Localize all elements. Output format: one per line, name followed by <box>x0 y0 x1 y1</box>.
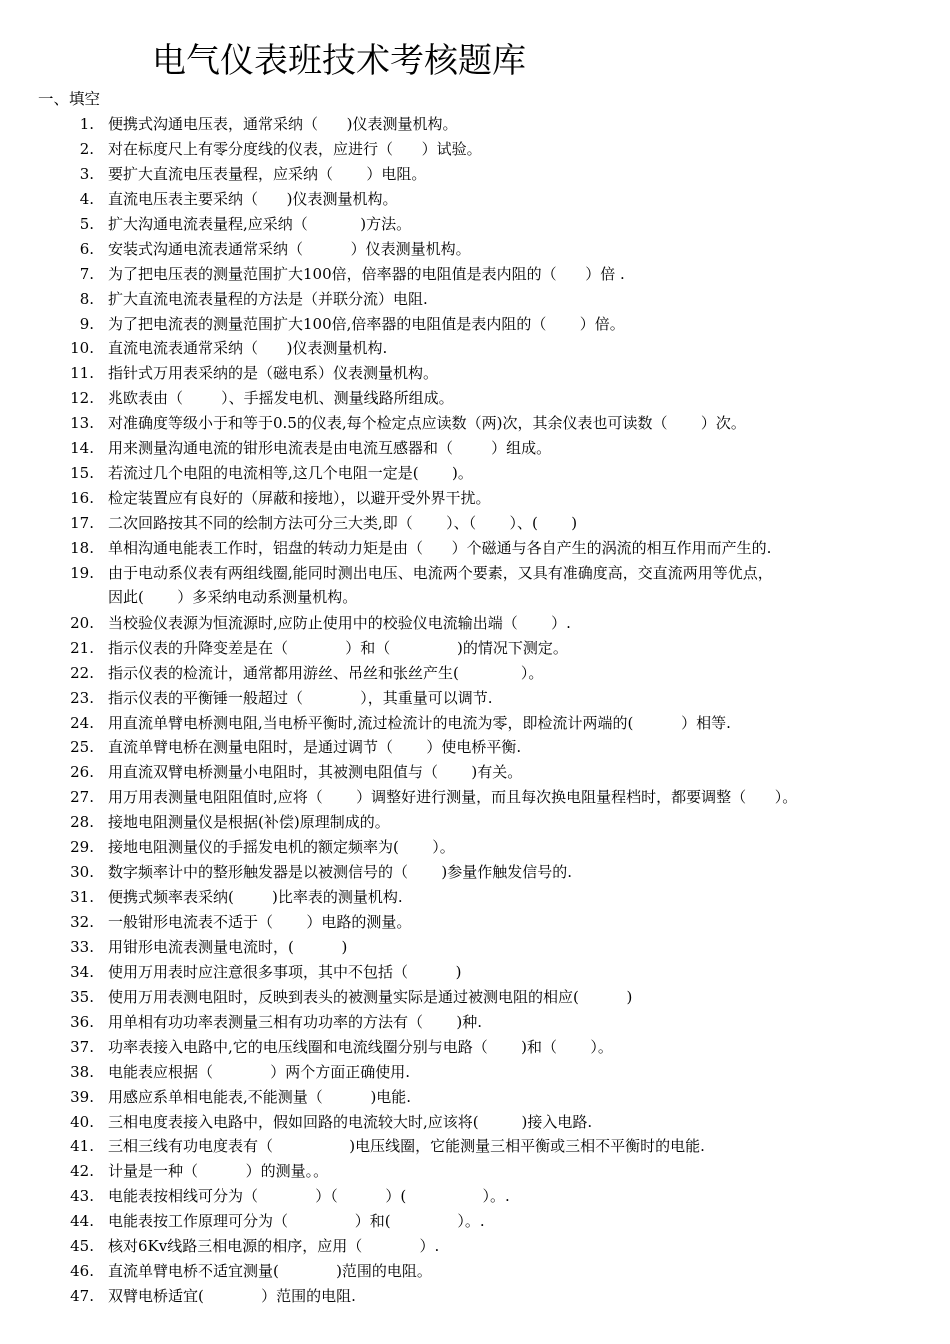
question-item <box>0 1209 950 1234</box>
question-number: 13. <box>70 414 94 433</box>
question-item <box>0 1134 950 1159</box>
question-text <box>108 536 914 560</box>
question-item <box>0 336 950 361</box>
question-text-line: 数字频率计中的整形触发器是以被测信号的（ )参量作触发信号的. <box>108 863 572 882</box>
question-text-line: 指针式万用表采纳的是（磁电系）仪表测量机构。 <box>108 364 439 383</box>
question-text <box>108 486 914 510</box>
question-text-line: 功率表接入电路中,它的电压线圈和电流线圈分别与电路（ )和（ ）。 <box>108 1037 613 1056</box>
question-text <box>108 212 914 236</box>
question-item <box>0 860 950 885</box>
question-item <box>0 611 950 636</box>
question-number: 31. <box>70 888 94 907</box>
question-item <box>0 686 950 711</box>
question-text <box>108 1035 914 1059</box>
question-text-line: 扩大沟通电流表量程,应采纳（ )方法。 <box>108 214 412 233</box>
question-text-line: 电能表应根据（ ）两个方面正确使用. <box>108 1062 410 1081</box>
question-number: 28. <box>70 813 94 832</box>
question-text-line: 计量是一种（ ）的测量。。 <box>108 1162 329 1181</box>
question-text <box>108 960 914 984</box>
question-text-line: 直流电流表通常采纳（ )仪表测量机构. <box>108 339 388 358</box>
question-item <box>0 835 950 860</box>
question-number: 45. <box>70 1237 94 1256</box>
question-number: 3. <box>79 164 94 183</box>
question-number: 40. <box>70 1112 94 1131</box>
question-number: 5. <box>79 214 94 233</box>
question-text-line: 检定装置应有良好的（屏蔽和接地），以避开受外界干扰。 <box>108 489 491 508</box>
question-text-line: 双臂电桥适宜( ）范围的电阻. <box>108 1287 356 1306</box>
question-text <box>108 112 914 136</box>
question-text-line: 用来测量沟通电流的钳形电流表是由电流互感器和（ ）组成。 <box>108 439 552 458</box>
question-text-line: 便携式频率表采纳( )比率表的测量机构. <box>108 888 403 907</box>
question-text <box>108 1184 914 1208</box>
question-text <box>108 436 914 460</box>
question-number: 30. <box>70 863 94 882</box>
question-item <box>0 1259 950 1284</box>
question-item <box>0 312 950 337</box>
question-text <box>108 336 914 360</box>
question-number: 25. <box>70 738 94 757</box>
question-text-line: 核对6Kv线路三相电源的相序，应用（ ）. <box>108 1237 440 1256</box>
question-text-line: 三相电度表接入电路中，假如回路的电流较大时,应该将( )接入电路. <box>108 1112 593 1131</box>
question-number: 10. <box>70 339 94 358</box>
question-text-line: 用直流双臂电桥测量小电阻时，其被测电阻值与（ )有关。 <box>108 763 523 782</box>
question-item <box>0 885 950 910</box>
question-number: 23. <box>70 688 94 707</box>
question-text-line: 对准确度等级小于和等于0.5的仪表,每个检定点应读数（两)次，其余仪表也可读数（ ）次。 <box>108 414 746 433</box>
question-item <box>0 636 950 661</box>
question-text <box>108 835 914 859</box>
question-text-line: 扩大直流电流表量程的方法是（并联分流）电阻. <box>108 289 428 308</box>
question-number: 33. <box>70 937 94 956</box>
question-text <box>108 411 914 435</box>
question-number: 34. <box>70 962 94 981</box>
question-text-line: 指示仪表的检流计，通常都用游丝、吊丝和张丝产生( ）。 <box>108 663 544 682</box>
question-text-line: 用单相有功功率表测量三相有功功率的方法有（ )种. <box>108 1012 482 1031</box>
question-number: 4. <box>79 189 94 208</box>
question-text <box>108 985 914 1009</box>
question-text <box>108 312 914 336</box>
question-text <box>108 1234 914 1258</box>
question-number: 14. <box>70 439 94 458</box>
question-item <box>0 1184 950 1209</box>
question-item <box>0 960 950 985</box>
question-text <box>108 735 914 759</box>
question-text-line: 用万用表测量电阻阻值时,应将（ ）调整好进行测量，而且每次换电阻量程档时，都要调整（ ）。 <box>108 788 798 807</box>
question-item <box>0 1110 950 1135</box>
question-text-line: 接地电阻测量仪是根据(补偿)原理制成的。 <box>108 813 390 832</box>
question-text <box>108 1134 914 1158</box>
question-item <box>0 511 950 536</box>
question-text <box>108 885 914 909</box>
question-text <box>108 1060 914 1084</box>
question-number: 21. <box>70 638 94 657</box>
question-text-line: 用感应系单相电能表,不能测量（ )电能. <box>108 1087 412 1106</box>
question-text <box>108 785 914 809</box>
question-text <box>108 237 914 261</box>
question-number: 47. <box>70 1287 94 1306</box>
question-item <box>0 187 950 212</box>
question-text-line: 直流单臂电桥不适宜测量( )范围的电阻。 <box>108 1262 432 1281</box>
question-text <box>108 686 914 710</box>
question-item <box>0 1060 950 1085</box>
question-item <box>0 910 950 935</box>
question-number: 20. <box>70 613 94 632</box>
question-number: 8. <box>79 289 94 308</box>
question-item <box>0 162 950 187</box>
question-item <box>0 1159 950 1184</box>
question-text-line: 为了把电流表的测量范围扩大100倍,倍率器的电阻值是表内阻的（ ）倍。 <box>108 314 625 333</box>
question-number: 9. <box>79 314 94 333</box>
question-number: 42. <box>70 1162 94 1181</box>
question-number: 43. <box>70 1187 94 1206</box>
question-text <box>108 461 914 485</box>
question-text <box>108 1010 914 1034</box>
question-item <box>0 237 950 262</box>
question-number: 19. <box>70 563 94 582</box>
question-text-line: 指示仪表的升降变差是在（ ）和（ )的情况下测定。 <box>108 638 568 657</box>
question-item <box>0 661 950 686</box>
question-text-line: 三相三线有功电度表有（ )电压线圈，它能测量三相平衡或三相不平衡时的电能. <box>108 1137 705 1156</box>
question-item <box>0 810 950 835</box>
question-item <box>0 735 950 760</box>
question-item <box>0 137 950 162</box>
question-item <box>0 1035 950 1060</box>
question-text <box>108 287 914 311</box>
question-item <box>0 262 950 287</box>
question-text-line: 电能表按工作原理可分为（ ）和( ）。. <box>108 1212 485 1231</box>
question-text-line: 单相沟通电能表工作时，铝盘的转动力矩是由（ ）个磁通与各自产生的涡流的相互作用而产生的. <box>108 538 772 557</box>
question-item <box>0 486 950 511</box>
question-number: 36. <box>70 1012 94 1031</box>
question-text-line: 接地电阻测量仪的手摇发电机的额定频率为( ）。 <box>108 838 455 857</box>
question-text <box>108 910 914 934</box>
question-text <box>108 1159 914 1183</box>
question-number: 18. <box>70 538 94 557</box>
question-text <box>108 935 914 959</box>
question-number: 46. <box>70 1262 94 1281</box>
question-text-line: 一般钳形电流表不适于（ ）电路的测量。 <box>108 913 412 932</box>
question-list <box>0 112 950 1309</box>
question-item <box>0 536 950 561</box>
question-text-line: 兆欧表由（ ）、手摇发电机、测量线路所组成。 <box>108 389 454 408</box>
question-text <box>108 1085 914 1109</box>
question-item <box>0 361 950 386</box>
question-text-line: 直流单臂电桥在测量电阻时，是通过调节（ ）使电桥平衡. <box>108 738 522 757</box>
question-text-line: 指示仪表的平衡锤一般超过（ ），其重量可以调节. <box>108 688 493 707</box>
question-text <box>108 361 914 385</box>
question-number: 1. <box>79 115 94 133</box>
question-item <box>0 411 950 436</box>
question-text-continuation: 因此( ）多采纳电动系测量机构。 <box>108 587 358 606</box>
question-text <box>108 1209 914 1233</box>
question-item <box>0 1085 950 1110</box>
question-text <box>108 711 914 735</box>
question-text <box>108 860 914 884</box>
document-title: 电气仪表班技术考核题库 <box>152 41 526 81</box>
question-text-line: 对在标度尺上有零分度线的仪表，应进行（ ）试验。 <box>108 139 482 158</box>
question-number: 38. <box>70 1062 94 1081</box>
question-text-line: 由于电动系仪表有两组线圈,能同时测出电压、电流两个要素，又具有准确度高，交直流两用等优点， <box>108 563 773 582</box>
question-text-line: 二次回路按其不同的绘制方法可分三大类,即（ ）、（ ）、( ) <box>108 514 578 532</box>
question-item <box>0 760 950 785</box>
question-text-line: 直流电压表主要采纳（ )仪表测量机构。 <box>108 189 398 208</box>
question-number: 37. <box>70 1037 94 1056</box>
question-number: 16. <box>70 489 94 508</box>
question-text <box>108 1110 914 1134</box>
question-text <box>108 262 914 286</box>
question-number: 39. <box>70 1087 94 1106</box>
question-text-line: 安装式沟通电流表通常采纳（ ）仪表测量机构。 <box>108 239 471 258</box>
question-number: 27. <box>70 788 94 807</box>
question-text <box>108 386 914 410</box>
question-text <box>108 187 914 211</box>
question-item <box>0 287 950 312</box>
question-text <box>108 636 914 660</box>
question-text <box>108 760 914 784</box>
question-number: 15. <box>70 464 94 483</box>
question-number: 6. <box>79 239 94 258</box>
question-number: 17. <box>70 514 94 532</box>
question-number: 32. <box>70 913 94 932</box>
question-item <box>0 1284 950 1309</box>
question-item <box>0 985 950 1010</box>
question-number: 7. <box>79 264 94 283</box>
question-number: 22. <box>70 663 94 682</box>
question-number: 44. <box>70 1212 94 1231</box>
question-text-line: 要扩大直流电压表量程，应采纳（ ）电阻。 <box>108 164 427 183</box>
question-text-line: 当校验仪表源为恒流源时,应防止使用中的校验仪电流输出端（ ）. <box>108 613 571 632</box>
question-text-line: 为了把电压表的测量范围扩大100倍，倍率器的电阻值是表内阻的（ ）倍 . <box>108 264 625 283</box>
question-item <box>0 785 950 810</box>
question-text <box>108 1259 914 1283</box>
question-text-line: 使用万用表测电阻时，反映到表头的被测量实际是通过被测电阻的相应( ) <box>108 987 633 1006</box>
question-text <box>108 561 914 609</box>
question-item <box>0 561 950 611</box>
question-number: 26. <box>70 763 94 782</box>
question-text-line: 用钳形电流表测量电流时，( ) <box>108 937 348 956</box>
question-number: 11. <box>70 364 94 383</box>
question-item <box>0 711 950 736</box>
question-number: 12. <box>70 389 94 408</box>
question-number: 35. <box>70 987 94 1006</box>
question-item <box>0 935 950 960</box>
question-item <box>0 461 950 486</box>
question-number: 24. <box>70 713 94 732</box>
question-item <box>0 386 950 411</box>
question-number: 29. <box>70 838 94 857</box>
question-text-line: 用直流单臂电桥测电阻,当电桥平衡时,流过检流计的电流为零，即检流计两端的( ）相等. <box>108 713 731 732</box>
question-text-line: 便携式沟通电压表，通常采纳（ )仪表测量机构。 <box>108 115 458 133</box>
question-text <box>108 162 914 186</box>
question-item <box>0 212 950 237</box>
question-text <box>108 611 914 635</box>
question-item <box>0 436 950 461</box>
question-item <box>0 1234 950 1259</box>
question-item <box>0 1010 950 1035</box>
question-text <box>108 661 914 685</box>
question-text-line: 若流过几个电阻的电流相等,这几个电阻一定是( )。 <box>108 464 473 483</box>
question-text <box>108 810 914 834</box>
question-number: 2. <box>79 139 94 158</box>
question-item <box>0 112 950 137</box>
section-heading: 一、填空 <box>38 90 101 108</box>
question-text <box>108 1284 914 1308</box>
question-number: 41. <box>70 1137 94 1156</box>
question-text <box>108 511 914 535</box>
question-text <box>108 137 914 161</box>
question-text-line: 电能表按相线可分为（ ）（ ）( ）。. <box>108 1187 510 1206</box>
question-text-line: 使用万用表时应注意很多事项，其中不包括（ ) <box>108 962 462 981</box>
